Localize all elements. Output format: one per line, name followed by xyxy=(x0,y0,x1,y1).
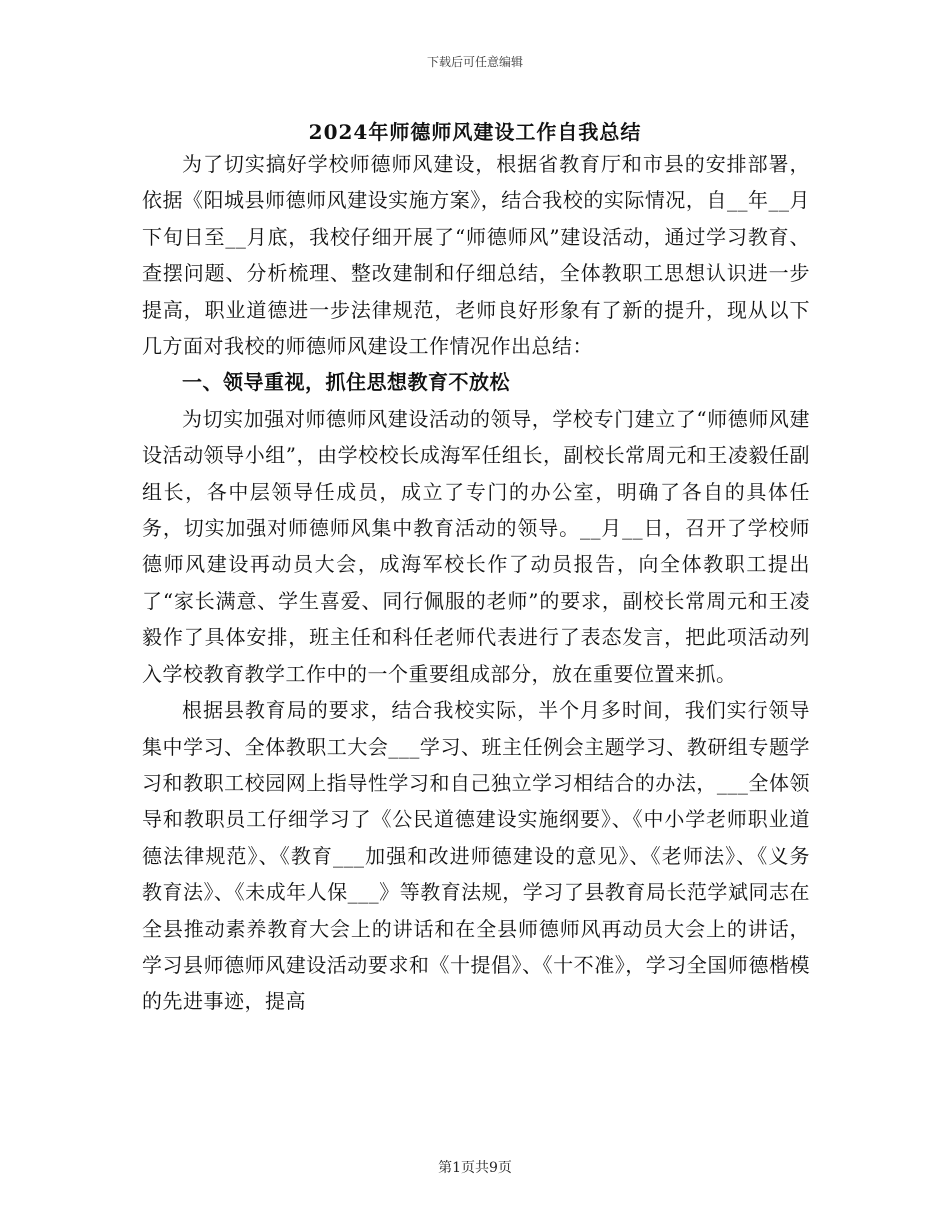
page-number: 第1页共9页 xyxy=(438,1160,512,1176)
paragraph-leadership: 为切实加强对师德师风建设活动的领导，学校专门建立了“师德师风建设活动领导小组”，由学校校长成海军任组长，副校长常周元和王凌毅任副组长，各中层领导任成员，成立了专门的办公室，明确了各自的具体任务，切实加强对师德师风集中教育活动的领导。__月__日，召开了学校师德师风建设再动员大会，成海军校长作了动员报告，向全体教职工提出了“家长满意、学生喜爱、同行佩服的老师”的要求，副校长常周元和王凌毅作了具体安排，班主任和科任老师代表进行了表态发言，把此项活动列入学校教育教学工作中的一个重要组成部分，放在重要位置来抓。 xyxy=(142,406,810,686)
paragraph-study: 根据县教育局的要求，结合我校实际，半个月多时间，我们实行领导集中学习、全体教职工大会___学习、班主任例会主题学习、教研组专题学习和教职工校园网上指导性学习和自己独立学习相结合的办法，___全体领导和教职员工仔细学习了《公民道德建设实施纲要》、《中小学老师职业道德法律规范》、《教育___加强和改进师德建设的意见》、《老师法》、《义务教育法》、《未成年人保___》等教育法规，学习了县教育局长范学斌同志在全县推动素养教育大会上的讲话和在全县师德师风再动员大会上的讲话，学习县师德师风建设活动要求和《十提倡》、《十不准》，学习全国师德楷模的先进事迹，提高 xyxy=(142,698,810,1014)
page-header-note: 下载后可任意编辑 xyxy=(426,55,523,69)
document-title: 2024年师德师风建设工作自我总结 xyxy=(308,120,642,144)
section-heading: 一、领导重视，抓住思想教育不放松 xyxy=(182,370,510,395)
document-body xyxy=(142,146,810,1020)
paragraph-intro: 为了切实搞好学校师德师风建设，根据省教育厅和市县的安排部署，依据《阳城县师德师风建设实施方案》，结合我校的实际情况，自__年__月下旬日至__月底，我校仔细开展了“师德师风”建设活动，通过学习教育、查摆问题、分析梳理、整改建制和仔细总结，全体教职工思想认识进一步提高，职业道德进一步法律规范，老师良好形象有了新的提升，现从以下几方面对我校的师德师风建设工作情况作出总结： xyxy=(142,152,810,359)
